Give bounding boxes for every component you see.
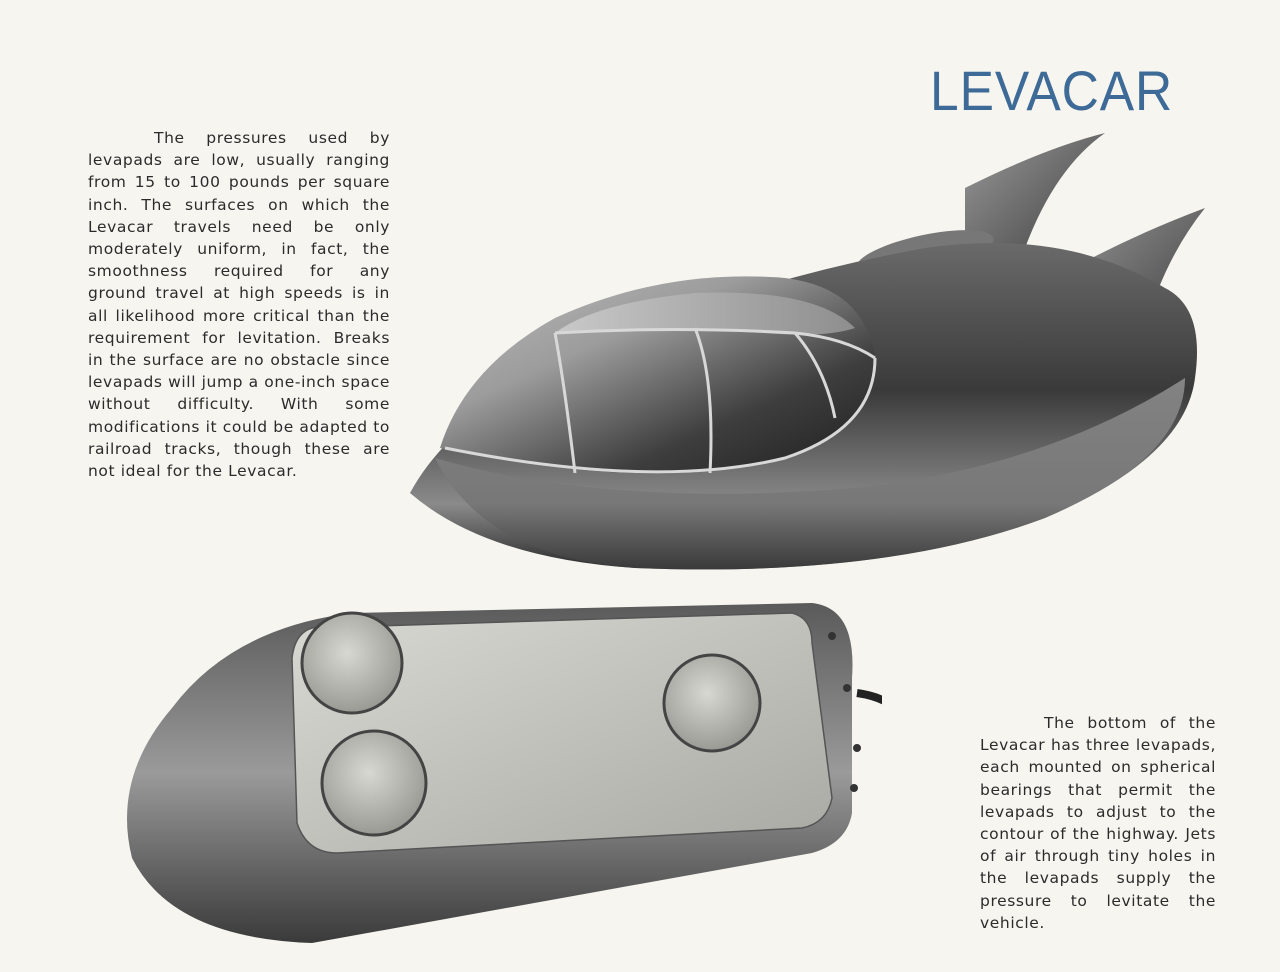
levacar-underside-photo [112, 598, 882, 943]
page-title: LEVACAR [930, 59, 1174, 122]
levapad-pressure-description [88, 127, 390, 482]
left-paragraph: The pressures used by levapads are low, usually ranging from 15 to 100 pounds per square inch. The surfaces on which the Levacar travels need be only moderately uniform, in fact, the smoothness required for any ground travel at high speeds is in all likelihood more critical than the requirement for levitation. Breaks in the surface are no obstacle since levapads will jump a one-inch space without difficulty. With some modifications it could be adapted to railroad tracks, though these are not ideal for the Levacar. [88, 129, 390, 481]
levacar-side-photo [405, 128, 1215, 598]
right-paragraph: The bottom of the Levacar has three levapads, each mounted on spherical bearings that permit the levapads to adjust to the contour of the highway. Jets of air through tiny holes in the levapads supply the pressure to levitate the vehicle. [980, 714, 1216, 932]
levapad-bottom-description [980, 712, 1216, 934]
